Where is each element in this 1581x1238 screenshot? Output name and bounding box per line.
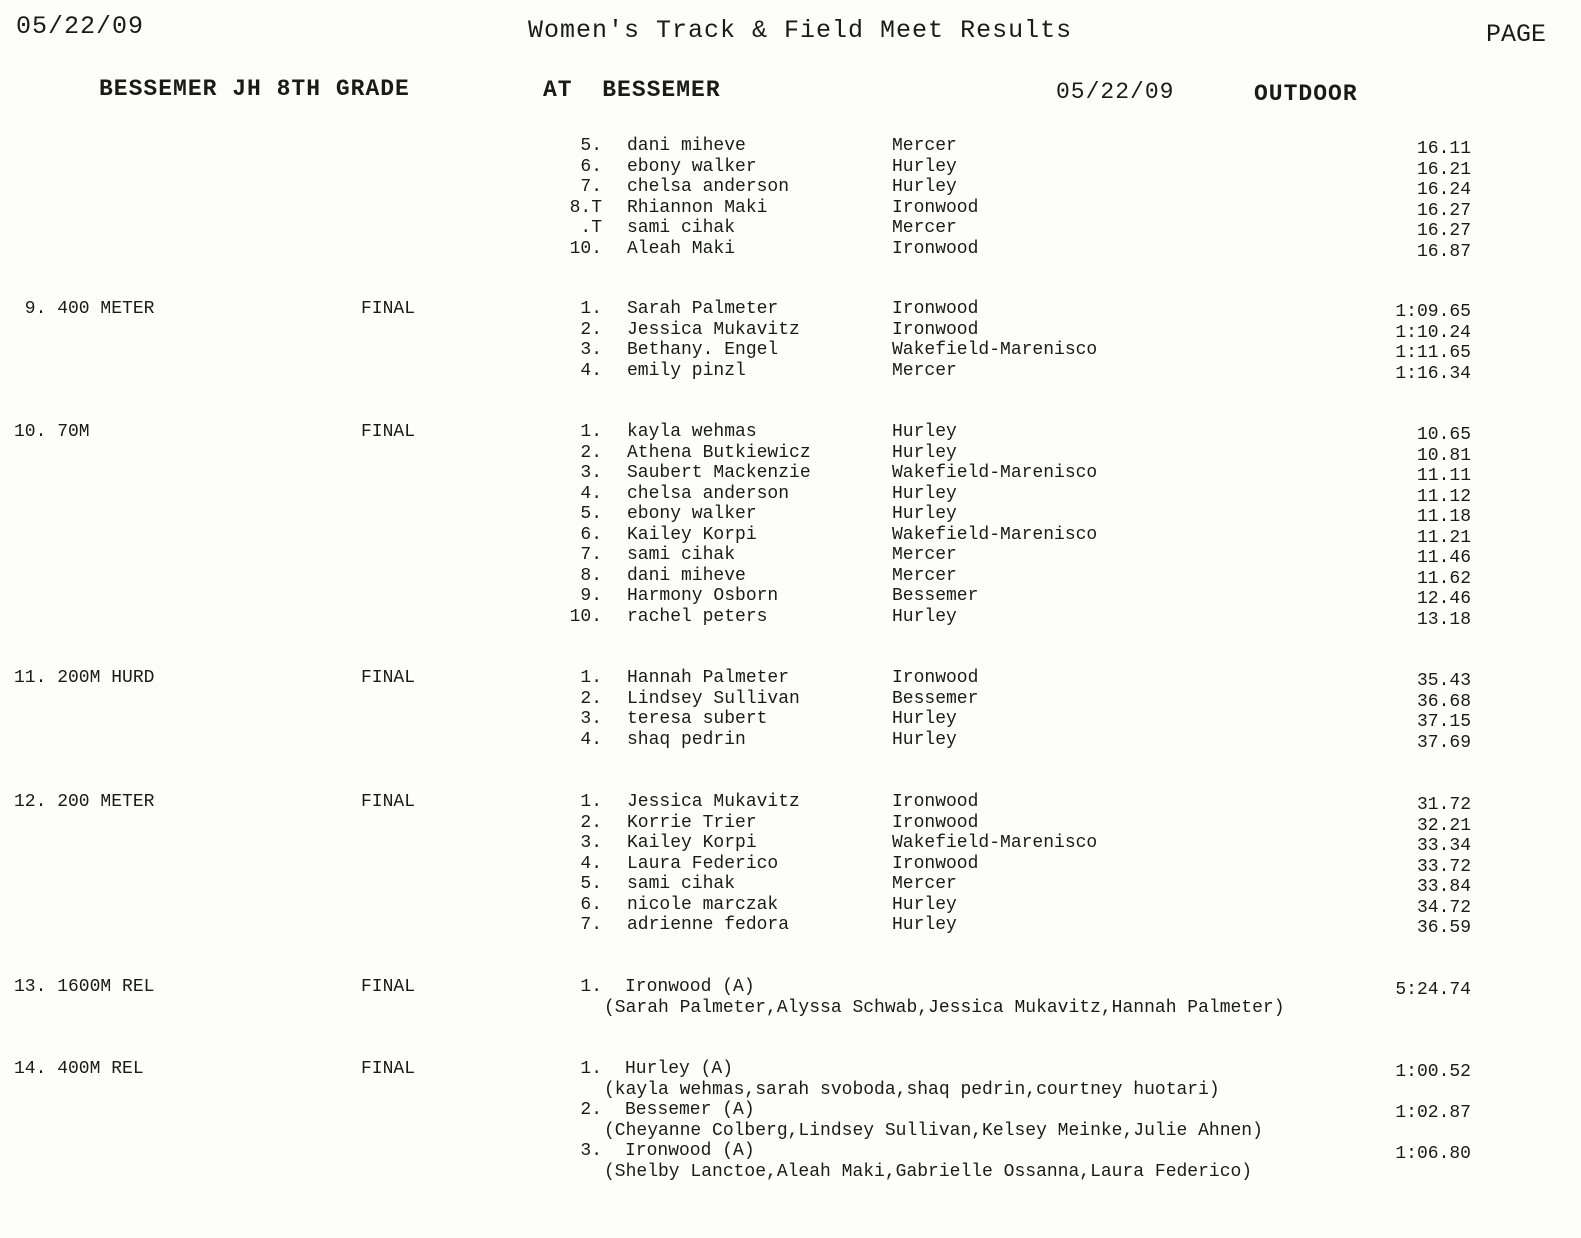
- athlete-name: chelsa anderson: [627, 483, 790, 504]
- result-mark: 36.59: [1416, 918, 1471, 938]
- relay-team-row: [0, 1059, 1581, 1080]
- relay-members-row: [0, 998, 1581, 1019]
- athlete-name: sami cihak: [627, 218, 736, 238]
- place: 7.: [580, 177, 602, 197]
- result-row: [0, 895, 1581, 916]
- result-mark: 1:10.24: [1395, 322, 1471, 343]
- place: 10.: [569, 238, 602, 259]
- relay-team-row: [0, 1100, 1581, 1121]
- athlete-name: rachel peters: [627, 606, 768, 627]
- result-mark: 16.27: [1416, 200, 1471, 221]
- place: 6.: [580, 894, 602, 915]
- result-mark: 37.69: [1416, 732, 1471, 753]
- result-row: [0, 484, 1581, 505]
- athlete-name: kayla wehmas: [627, 422, 757, 442]
- place: 8.: [580, 565, 602, 586]
- result-row: [0, 299, 1581, 320]
- school-name: Ironwood: [892, 238, 979, 259]
- athlete-name: Aleah Maki: [627, 238, 736, 259]
- school-name: Ironwood: [892, 792, 979, 812]
- result-row: [0, 422, 1581, 443]
- result-mark: 1:00.52: [1395, 1062, 1471, 1082]
- result-row: [0, 854, 1581, 875]
- result-row: [0, 730, 1581, 751]
- place: 2.: [580, 688, 602, 709]
- result-row: [0, 566, 1581, 587]
- relay-members: (Cheyanne Colberg,Lindsey Sullivan,Kelsey Meinke,Julie Ahnen): [604, 1120, 1263, 1141]
- school-name: Mercer: [892, 874, 957, 894]
- result-row: [0, 586, 1581, 607]
- school-name: Ironwood: [892, 197, 979, 218]
- athlete-name: Jessica Mukavitz: [627, 319, 800, 340]
- athlete-name: dani miheve: [627, 136, 746, 156]
- result-row: [0, 874, 1581, 895]
- result-mark: 11.12: [1416, 486, 1471, 507]
- school-name: Mercer: [892, 545, 957, 565]
- athlete-name: shaq pedrin: [627, 729, 746, 750]
- place: 3.: [580, 1141, 602, 1161]
- result-row: [0, 813, 1581, 834]
- result-mark: 36.68: [1416, 691, 1471, 712]
- athlete-name: ebony walker: [627, 156, 757, 177]
- school-name: Wakefield-Marenisco: [892, 463, 1098, 483]
- result-mark: 16.21: [1416, 159, 1471, 180]
- result-mark: 1:02.87: [1395, 1103, 1471, 1123]
- school-name: Wakefield-Marenisco: [892, 340, 1098, 360]
- result-row: [0, 340, 1581, 361]
- print-date: 05/22/09: [16, 12, 145, 41]
- result-row: [0, 504, 1581, 525]
- athlete-name: sami cihak: [627, 874, 736, 894]
- event-label: 12. 200 METER: [14, 792, 155, 812]
- result-mark: 35.43: [1416, 671, 1471, 691]
- athlete-name: Korrie Trier: [627, 812, 757, 833]
- place: 1.: [580, 299, 602, 319]
- result-mark: 16.87: [1416, 241, 1471, 262]
- result-mark: 11.11: [1416, 466, 1471, 486]
- school-name: Mercer: [892, 565, 957, 586]
- school-name: Hurley: [892, 915, 957, 935]
- athlete-name: Athena Butkiewicz: [627, 442, 811, 463]
- continued-event: [0, 136, 1581, 262]
- athlete-name: Sarah Palmeter: [627, 299, 779, 319]
- place: 2.: [580, 319, 602, 340]
- place: 2.: [580, 442, 602, 463]
- athlete-name: Harmony Osborn: [627, 586, 779, 606]
- result-row: [0, 157, 1581, 178]
- school-name: Ironwood: [892, 668, 979, 688]
- place: 4.: [580, 729, 602, 750]
- result-mark: 16.11: [1416, 139, 1471, 159]
- result-row: [0, 136, 1581, 157]
- place: 3.: [580, 463, 602, 483]
- place: 6.: [580, 156, 602, 177]
- relay-team-name: Bessemer (A): [625, 1100, 755, 1120]
- event-round: FINAL: [361, 299, 416, 319]
- result-row: [0, 833, 1581, 854]
- relay-team-name: Ironwood (A): [625, 977, 755, 997]
- school-name: Hurley: [892, 729, 957, 750]
- athlete-name: Saubert Mackenzie: [627, 463, 811, 483]
- school-name: Hurley: [892, 422, 957, 442]
- place: 9.: [580, 586, 602, 606]
- result-row: [0, 443, 1581, 464]
- event-label: 10. 70M: [14, 422, 90, 442]
- result-row: [0, 525, 1581, 546]
- result-mark: 33.84: [1416, 877, 1471, 897]
- athlete-name: ebony walker: [627, 504, 757, 524]
- result-mark: 34.72: [1416, 897, 1471, 918]
- meet-name: BESSEMER JH 8TH GRADE: [99, 76, 410, 102]
- event-label: 14. 400M REL: [14, 1059, 144, 1079]
- result-mark: 10.81: [1416, 445, 1471, 466]
- place: 2.: [580, 1100, 602, 1120]
- relay-1600m: [0, 977, 1581, 1018]
- school-name: Ironwood: [892, 299, 979, 319]
- athlete-name: chelsa anderson: [627, 177, 790, 197]
- result-mark: 16.27: [1416, 221, 1471, 241]
- result-row: [0, 218, 1581, 239]
- place: 2.: [580, 812, 602, 833]
- result-mark: 12.46: [1416, 589, 1471, 609]
- athlete-name: adrienne fedora: [627, 915, 790, 935]
- result-mark: 16.24: [1416, 180, 1471, 200]
- school-name: Hurley: [892, 483, 957, 504]
- place: 10.: [569, 606, 602, 627]
- event-round: FINAL: [361, 1059, 416, 1079]
- result-row: [0, 463, 1581, 484]
- relay-team-row: [0, 1141, 1581, 1162]
- result-mark: 11.21: [1416, 527, 1471, 548]
- place: 4.: [580, 483, 602, 504]
- result-row: [0, 545, 1581, 566]
- result-mark: 1:09.65: [1395, 302, 1471, 322]
- place: 3.: [580, 709, 602, 729]
- result-mark: 37.15: [1416, 712, 1471, 732]
- athlete-name: Bethany. Engel: [627, 340, 779, 360]
- result-row: [0, 239, 1581, 260]
- place: 7.: [580, 915, 602, 935]
- relay-members-row: [0, 1121, 1581, 1142]
- relay-400m: [0, 1059, 1581, 1182]
- event-round: FINAL: [361, 977, 416, 997]
- result-row: [0, 792, 1581, 813]
- place: 1.: [580, 792, 602, 812]
- school-name: Bessemer: [892, 586, 979, 606]
- relay-members: (Sarah Palmeter,Alyssa Schwab,Jessica Mukavitz,Hannah Palmeter): [604, 997, 1285, 1018]
- result-mark: 10.65: [1416, 425, 1471, 445]
- place: 4.: [580, 853, 602, 874]
- place: 1.: [580, 977, 602, 997]
- result-mark: 33.72: [1416, 856, 1471, 877]
- place: 5.: [580, 504, 602, 524]
- result-mark: 1:06.80: [1395, 1144, 1471, 1164]
- result-row: [0, 198, 1581, 219]
- result-mark: 33.34: [1416, 836, 1471, 856]
- result-mark: 31.72: [1416, 795, 1471, 815]
- relay-team-name: Hurley (A): [625, 1059, 734, 1079]
- place: 8.T: [569, 197, 602, 218]
- result-mark: 11.62: [1416, 568, 1471, 589]
- relay-members-row: [0, 1162, 1581, 1183]
- result-mark: 5:24.74: [1395, 980, 1471, 1000]
- place: 3.: [580, 833, 602, 853]
- school-name: Mercer: [892, 218, 957, 238]
- relay-members: (Shelby Lanctoe,Aleah Maki,Gabrielle Ossanna,Laura Federico): [604, 1161, 1253, 1182]
- school-name: Ironwood: [892, 319, 979, 340]
- place: 6.: [580, 524, 602, 545]
- place: 7.: [580, 545, 602, 565]
- athlete-name: emily pinzl: [627, 360, 746, 381]
- event-round: FINAL: [361, 792, 416, 812]
- school-name: Mercer: [892, 136, 957, 156]
- athlete-name: Jessica Mukavitz: [627, 792, 800, 812]
- school-name: Hurley: [892, 606, 957, 627]
- athlete-name: dani miheve: [627, 565, 746, 586]
- event-400-meter: [0, 299, 1581, 384]
- place: 3.: [580, 340, 602, 360]
- school-name: Bessemer: [892, 688, 979, 709]
- result-mark: 1:16.34: [1395, 363, 1471, 384]
- result-row: [0, 361, 1581, 382]
- relay-members-row: [0, 1080, 1581, 1101]
- relay-members: (kayla wehmas,sarah svoboda,shaq pedrin,courtney huotari): [604, 1079, 1220, 1100]
- school-name: Hurley: [892, 442, 957, 463]
- school-name: Ironwood: [892, 853, 979, 874]
- result-row: [0, 177, 1581, 198]
- document-title: Women's Track & Field Meet Results: [528, 16, 1073, 45]
- athlete-name: Hannah Palmeter: [627, 668, 790, 688]
- athlete-name: Rhiannon Maki: [627, 197, 768, 218]
- result-row: [0, 607, 1581, 628]
- school-name: Hurley: [892, 709, 957, 729]
- place: 1.: [580, 668, 602, 688]
- result-row: [0, 915, 1581, 936]
- athlete-name: Lindsey Sullivan: [627, 688, 800, 709]
- place: 1.: [580, 1059, 602, 1079]
- school-name: Hurley: [892, 894, 957, 915]
- athlete-name: Kailey Korpi: [627, 524, 757, 545]
- result-mark: 1:11.65: [1395, 343, 1471, 363]
- result-row: [0, 689, 1581, 710]
- meet-date: 05/22/09: [1056, 79, 1175, 105]
- athlete-name: nicole marczak: [627, 894, 779, 915]
- result-mark: 32.21: [1416, 815, 1471, 836]
- event-round: FINAL: [361, 668, 416, 688]
- place: .T: [580, 218, 602, 238]
- event-label: 13. 1600M REL: [14, 977, 155, 997]
- school-name: Hurley: [892, 156, 957, 177]
- event-70m: [0, 422, 1581, 630]
- result-row: [0, 668, 1581, 689]
- place: 4.: [580, 360, 602, 381]
- athlete-name: Kailey Korpi: [627, 833, 757, 853]
- result-mark: 11.18: [1416, 507, 1471, 527]
- school-name: Hurley: [892, 504, 957, 524]
- school-name: Hurley: [892, 177, 957, 197]
- school-name: Ironwood: [892, 812, 979, 833]
- result-row: [0, 320, 1581, 341]
- school-name: Wakefield-Marenisco: [892, 524, 1098, 545]
- school-name: Wakefield-Marenisco: [892, 833, 1098, 853]
- event-round: FINAL: [361, 422, 416, 442]
- athlete-name: Laura Federico: [627, 853, 779, 874]
- school-name: Mercer: [892, 360, 957, 381]
- place: 5.: [580, 874, 602, 894]
- place: 1.: [580, 422, 602, 442]
- athlete-name: sami cihak: [627, 545, 736, 565]
- meet-location: AT BESSEMER: [543, 77, 721, 103]
- athlete-name: teresa subert: [627, 709, 768, 729]
- event-200-meter: [0, 792, 1581, 936]
- place: 5.: [580, 136, 602, 156]
- event-label: 9. 400 METER: [14, 299, 155, 319]
- result-mark: 11.46: [1416, 548, 1471, 568]
- meet-venue: OUTDOOR: [1254, 81, 1358, 107]
- event-200m-hurdles: [0, 668, 1581, 753]
- page-label: PAGE: [1486, 20, 1547, 49]
- event-label: 11. 200M HURD: [14, 668, 155, 688]
- result-mark: 13.18: [1416, 609, 1471, 630]
- relay-team-row: [0, 977, 1581, 998]
- relay-team-name: Ironwood (A): [625, 1141, 755, 1161]
- result-row: [0, 709, 1581, 730]
